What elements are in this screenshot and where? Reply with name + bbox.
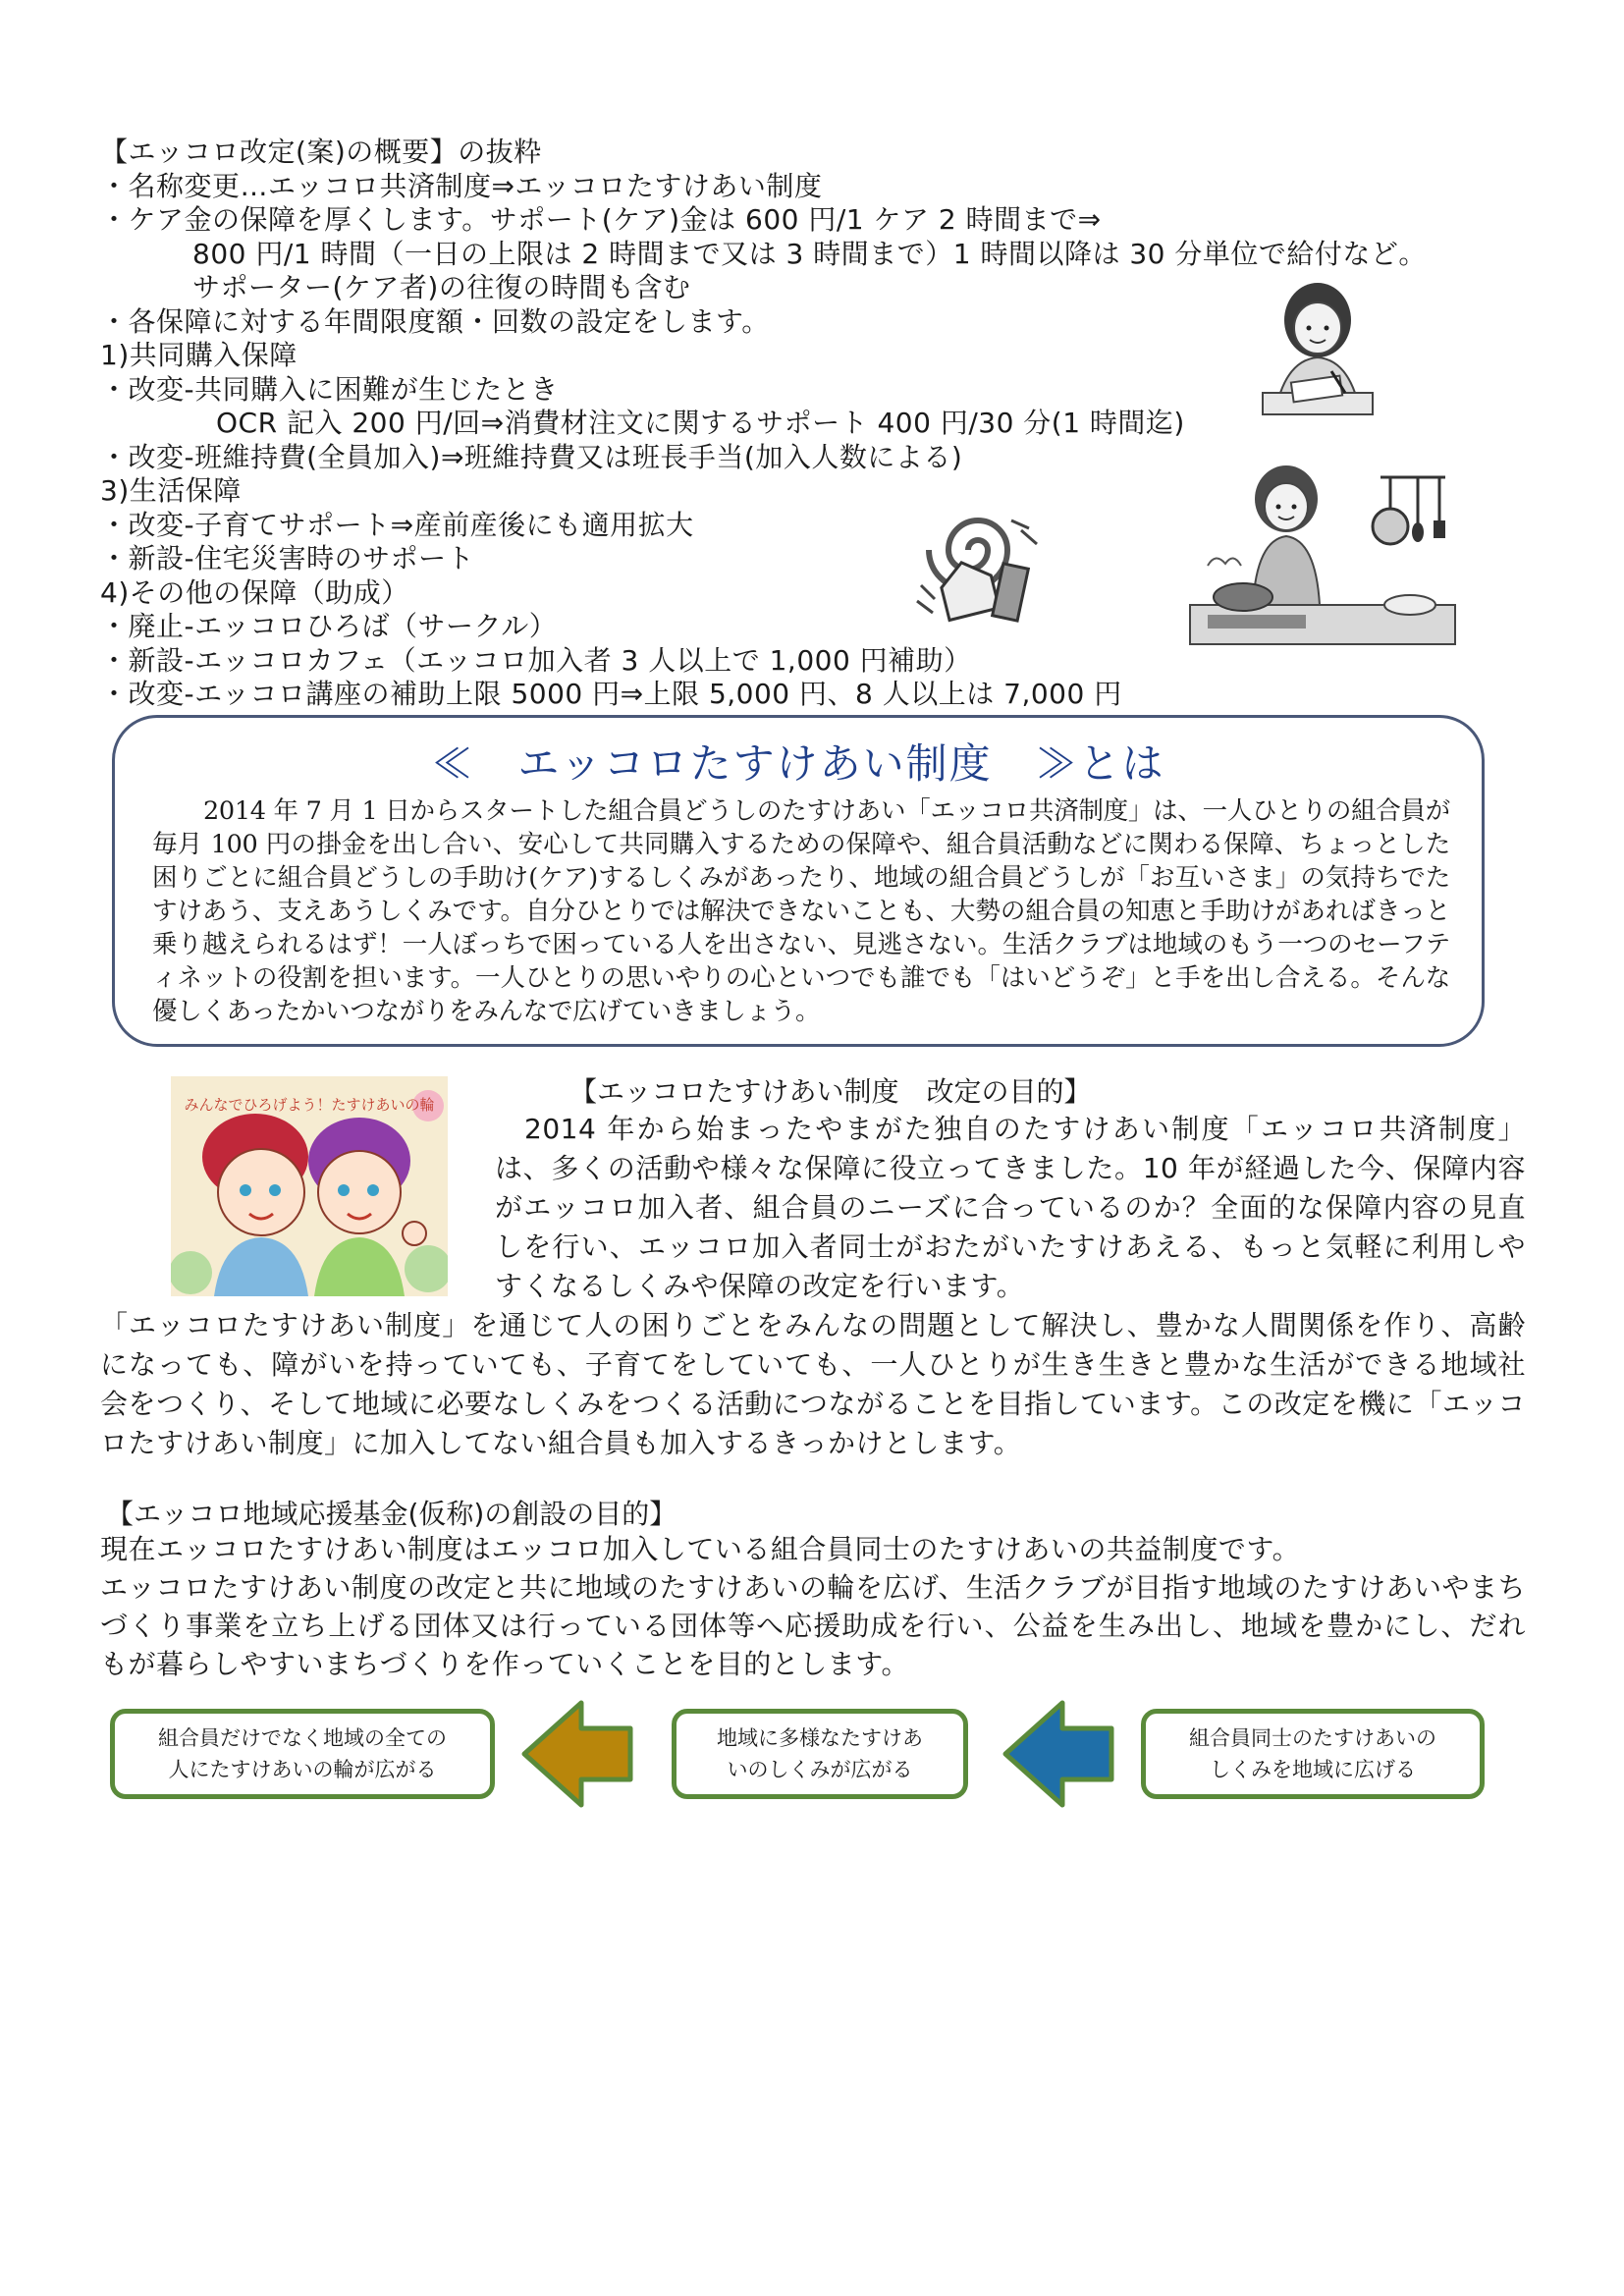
flow-box-text: 組合員だけでなく地域の全ての: [158, 1726, 447, 1750]
definition-title: ≪ エッコロたすけあい制度 ≫とは: [431, 739, 1165, 788]
purpose-title: 【エッコロたすけあい制度 改定の目的】: [569, 1075, 1092, 1108]
flow-box-member-mutual-aid: [1141, 1709, 1485, 1799]
summary-line: OCR 記入 200 円/回⇒消費材注文に関するサポート 400 円/30 分(1 時間迄): [216, 407, 1185, 439]
purpose-intro: 2014 年から始まったやまがた独自のたすけあい制度「エッコロ共済制度」は、多くの活動や様々な保障に役立ってきました。10 年が経過した今、保障内容がエッコロ加入者、組合員のニーズに合っているのか？全面的な保障内容の見直しを行い、エッコロ加入者同士がおたがいたすけあえる、もっと気軽に利用しやすくなるしくみや保障の改定を行います。: [495, 1113, 1526, 1302]
left-arrow-blue-icon: [1001, 1699, 1115, 1809]
flow-box-text: 人にたすけあいの輪が広がる: [168, 1758, 437, 1781]
woman-cooking-illustration: [1188, 458, 1459, 650]
fund-line: エッコロたすけあい制度の改定と共に地域のたすけあいの輪を広げ、生活クラブが目指す地域のたすけあいやまちづくり事業を立ち上げる団体又は行っている団体等へ応援助成を行い、公益を生み出し、地域を豊かにし、だれもが暮らしやすいまちづくりを作っていくことを目的とします。: [100, 1571, 1526, 1680]
summary-heading: 【エッコロ改定(案)の概要】の抜粋: [100, 136, 542, 168]
definition-box: [112, 715, 1485, 1047]
summary-line: ・新設-エッコロカフェ（エッコロ加入者 3 人以上で 1,000 円補助）: [100, 643, 972, 677]
left-arrow-gold-icon: [520, 1699, 634, 1809]
woman-writing-illustration: [1253, 277, 1380, 424]
summary-line: 4)その他の保障（助成）: [100, 575, 409, 609]
summary-line: ・新設-住宅災害時のサポート: [100, 542, 475, 574]
summary-line: 3)生活保障: [100, 474, 242, 507]
house-disaster-illustration: [913, 491, 1045, 629]
fund-line: 現在エッコロたすけあい制度はエッコロ加入している組合員同士のたすけあいの共益制度です。: [100, 1533, 1301, 1565]
fund-body: [100, 1530, 1526, 1683]
summary-line: ・改変-エッコロ講座の補助上限 5000 円⇒上限 5,000 円、8 人以上は 7,000 円: [100, 678, 1122, 710]
flow-box-text: 組合員同士のたすけあいの: [1189, 1726, 1436, 1750]
flow-box-text: いのしくみが広がる: [727, 1758, 913, 1781]
flow-box-diverse-systems: [672, 1709, 968, 1799]
poster-caption: みんなでひろげよう！たすけあいの輪: [184, 1096, 435, 1114]
summary-line: ・改変-班維持費(全員加入)⇒班維持費又は班長手当(加入人数による): [100, 440, 963, 473]
definition-body: 2014 年 7 月 1 日からスタートした組合員どうしのたすけあい「エッコロ共済制度」は、一人ひとりの組合員が毎月 100 円の掛金を出し合い、安心して共同購入するための保障や、組合員活動などに関わる保障、ちょっとした困りごとに組合員どうしの手助け(ケア)するしくみがあったり、地域の組合員どうしが「お互いさま」の気持ちでたすけあう、支えあうしくみです。自分ひとりでは解決できないことも、大勢の組合員の知恵と手助けがあればきっと乗り越えられるはず！一人ぼっちで困っている人を出さない、見逃さない。生活クラブは地域のもう一つのセーフティネットの役割を担います。一人ひとりの思いやりの心といつでも誰でも「はいどうぞ」と手を出し合える。そんな優しくあったかいつながりをみんなで広げていきましょう。: [152, 796, 1450, 1026]
flow-box-text: しくみを地域に広げる: [1210, 1758, 1416, 1781]
summary-line: ・廃止-エッコロひろば（サークル）: [100, 610, 558, 642]
summary-line: ・改変-共同購入に困難が生じたとき: [100, 372, 559, 406]
purpose-body: 「エッコロたすけあい制度」を通じて人の困りごとをみんなの問題として解決し、豊かな人間関係を作り、高齢になっても、障がいを持っていても、子育てをしていても、一人ひとりが生き生きと豊かな生活ができる地域社会をつくり、そして地域に必要なしくみをつくる活動につながることを目指しています。この改定を機に「エッコロたすけあい制度」に加入してない組合員も加入するきっかけとします。: [100, 1309, 1526, 1459]
poster-image: [171, 1076, 448, 1296]
flow-box-all-residents: [110, 1709, 495, 1799]
summary-line: ・改変-子育てサポート⇒産前産後にも適用拡大: [100, 508, 694, 541]
flow-box-text: 地域に多様なたすけあ: [717, 1726, 923, 1750]
summary-line: ・名称変更…エッコロ共済制度⇒エッコロたすけあい制度: [100, 169, 823, 202]
summary-line: ・各保障に対する年間限度額・回数の設定をします。: [100, 304, 770, 338]
summary-line: 800 円/1 時間（一日の上限は 2 時間まで又は 3 時間まで）1 時間以降は 30 分単位で給付など。: [192, 237, 1427, 270]
fund-title: 【エッコロ地域応援基金(仮称)の創設の目的】: [106, 1498, 677, 1530]
summary-line: サポーター(ケア者)の往復の時間も含む: [192, 271, 691, 303]
summary-line: 1)共同購入保障: [100, 339, 298, 371]
summary-line: ・ケア金の保障を厚くします。サポート(ケア)金は 600 円/1 ケア 2 時間まで⇒: [100, 203, 1102, 236]
